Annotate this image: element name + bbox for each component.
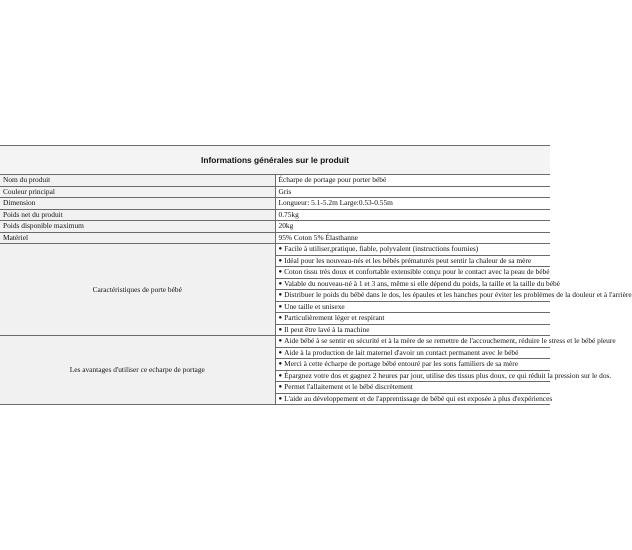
bullet-icon: ● bbox=[278, 246, 283, 252]
list-item bbox=[276, 290, 632, 302]
characteristics-cell bbox=[275, 244, 632, 336]
bullet-icon: ● bbox=[278, 361, 283, 367]
list-item bbox=[276, 313, 551, 325]
characteristics-label: Caractéristiques de porte bébé bbox=[0, 244, 275, 336]
list-item bbox=[276, 267, 551, 279]
bullet-icon: ● bbox=[278, 395, 283, 402]
bullet-icon: ● bbox=[278, 338, 283, 344]
table-row bbox=[0, 209, 550, 221]
bullet-icon: ● bbox=[278, 257, 283, 264]
row-label-product-name: Nom du produit bbox=[0, 175, 275, 187]
list-item bbox=[276, 302, 551, 314]
bullet-icon: ● bbox=[278, 326, 283, 333]
table-row bbox=[0, 232, 550, 244]
advantages-label: Les avantages d'utiliser ce echarpe de portage bbox=[0, 336, 275, 405]
list-item-text: Particulièrement léger et respirant bbox=[284, 313, 385, 322]
bullet-icon: ● bbox=[278, 384, 283, 390]
list-item bbox=[276, 244, 551, 256]
bullet-icon: ● bbox=[278, 349, 283, 356]
table-row bbox=[0, 221, 550, 233]
list-item-text: Merci à cette écharpe de portage bébé entouré par les sons familiers de sa mère bbox=[284, 359, 519, 368]
row-value-max-weight: 20kg bbox=[275, 221, 550, 233]
table-row bbox=[0, 198, 550, 210]
list-item-text: Il peut être lavé à la machine bbox=[284, 324, 370, 334]
row-label-net-weight: Poids net du produit bbox=[0, 209, 275, 221]
list-item-text: Idéal pour les nouveau-nés et les bébés prématurés peut sentir la chaleur de sa mère bbox=[284, 255, 532, 265]
list-item-text: Aide à la production de lait maternel d'avoir un contact permanent avec le bébé bbox=[284, 347, 519, 357]
row-label-main-color: Couleur principal bbox=[0, 186, 275, 198]
row-value-net-weight: 0.75kg bbox=[275, 209, 550, 221]
row-label-max-weight: Poids disponible maximum bbox=[0, 221, 275, 233]
list-item bbox=[276, 336, 616, 348]
bullet-icon: ● bbox=[278, 372, 283, 379]
list-item bbox=[276, 394, 551, 405]
table-row bbox=[0, 186, 550, 198]
characteristics-row bbox=[0, 244, 550, 336]
bullet-icon: ● bbox=[278, 280, 283, 287]
list-item-text: L'aide au développement et de l'apprentissage de bébé qui est exposée à plus d'expériences bbox=[284, 393, 553, 403]
bullet-icon: ● bbox=[278, 292, 283, 298]
product-info-table bbox=[0, 145, 632, 405]
table-header-row bbox=[0, 146, 550, 175]
row-label-material: Matériel bbox=[0, 232, 275, 244]
bullet-icon: ● bbox=[278, 303, 283, 310]
list-item-text: Épargnez votre dos et gagnez 2 heures par jour, utilise des tissus plus doux, ce qui réduit la pression sur le dos. bbox=[284, 370, 612, 380]
list-item bbox=[276, 325, 551, 336]
list-item bbox=[276, 370, 612, 383]
list-item-text: Facile à utiliser,pratique, fiable, polyvalent (instructions fournies) bbox=[284, 244, 479, 253]
advantages-list bbox=[276, 336, 616, 404]
list-item bbox=[276, 348, 551, 360]
table-title: Informations générales sur le produit bbox=[0, 146, 550, 175]
row-value-dimension: Longueur: 5.1-5.2m Large:0.53-0.55m bbox=[275, 198, 550, 210]
row-value-main-color: Gris bbox=[275, 186, 550, 198]
row-label-dimension: Dimension bbox=[0, 198, 275, 210]
bullet-icon: ● bbox=[278, 269, 283, 275]
list-item-text: Coton tissu très doux et confortable extensible conçu pour le contact avec la peau de bébé bbox=[284, 267, 550, 276]
list-item-text: Permet l'allaitement et le bébé discrètement bbox=[284, 382, 413, 391]
list-item-text: Distribuer le poids du bébé dans le dos, les épaules et les hanches pour éviter les problèmes de la douleur et à l'arrière bbox=[284, 290, 632, 299]
characteristics-list bbox=[276, 244, 632, 335]
list-item bbox=[276, 359, 551, 371]
list-item bbox=[276, 256, 551, 268]
list-item bbox=[276, 382, 551, 394]
advantages-cell bbox=[275, 336, 616, 405]
list-item-text: Valable du nouveau-né à 1 et 3 ans, même si elle dépend du poids, la taille et la taille du bébé bbox=[284, 278, 560, 288]
table-row bbox=[0, 175, 550, 187]
row-value-material: 95% Coton 5% Élasthanne bbox=[275, 232, 550, 244]
advantages-row bbox=[0, 336, 550, 405]
row-value-product-name: Écharpe de portage pour porter bébé bbox=[275, 175, 550, 187]
list-item bbox=[276, 278, 560, 291]
list-item-text: Une taille et unisexe bbox=[284, 301, 345, 311]
list-item-text: Aide bébé à se sentir en sécurité et à la mère de se remettre de l'accouchement, réduire le stress et le bébé pleure bbox=[284, 336, 616, 345]
bullet-icon: ● bbox=[278, 315, 283, 321]
